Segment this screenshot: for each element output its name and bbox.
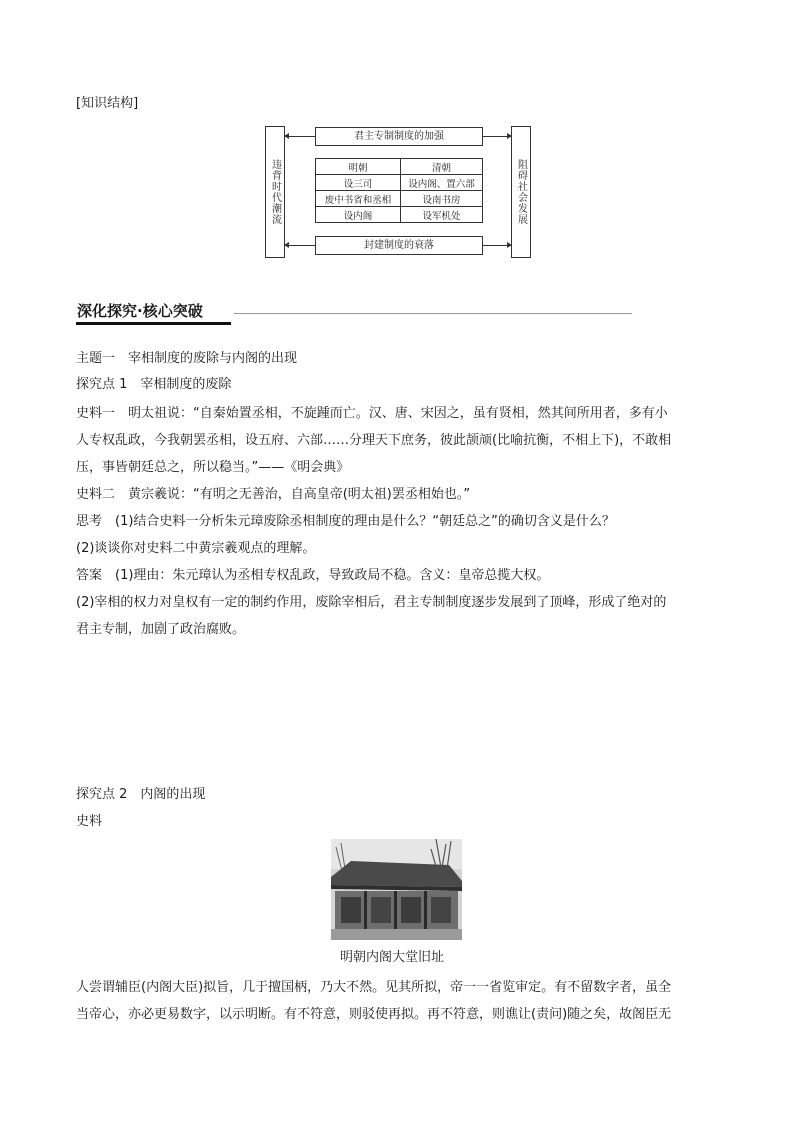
arrow-left-bottom <box>285 245 315 246</box>
header-qing: 清朝 <box>401 159 483 175</box>
table-cell: 废中书省和丞相 <box>316 191 401 207</box>
table-cell: 设南书房 <box>401 191 483 207</box>
section-divider <box>234 313 632 314</box>
right-side-text: 阻碍社会发展 <box>515 159 527 225</box>
top-box: 君主专制制度的加强 <box>315 127 483 146</box>
arrow-right-bottom <box>482 245 511 246</box>
table-row <box>316 175 483 191</box>
table-cell: 设军机处 <box>401 207 483 223</box>
source-body-line-2: 当帝心，亦必更易数字，以示明断。有不符意，则驳使再拟。再不符意，则谯让(责问)随之矣，故阁臣无 <box>76 1007 672 1022</box>
section-title-underline <box>76 322 231 325</box>
knowledge-structure-diagram <box>265 126 531 258</box>
table-cell: 设内阁、置六部 <box>401 175 483 191</box>
table-row <box>316 191 483 207</box>
old-hall-photo <box>331 839 462 940</box>
source-1-line-1: 史料一 明太祖说：“自秦始置丞相，不旋踵而亡。汉、唐、宋因之，虽有贤相，然其间所用者，多有小 <box>76 406 668 421</box>
answer-2-line-2: 君主专制，加剧了政治腐败。 <box>76 622 246 637</box>
answer-1: 答案 (1)理由：朱元璋认为丞相专权乱政，导致政局不稳。含义：皇帝总揽大权。 <box>76 568 550 583</box>
source-1-line-3: 压，事皆朝廷总之，所以稳当。”——《明会典》 <box>76 460 350 475</box>
photo-caption: 明朝内阁大堂旧址 <box>340 950 445 965</box>
bottom-box: 封建制度的衰落 <box>315 236 483 255</box>
section-title: 深化探究·核心突破 <box>77 302 203 320</box>
topic-heading: 主题一 宰相制度的废除与内阁的出现 <box>76 351 298 366</box>
answer-2-line-1: (2)宰相的权力对皇权有一定的制约作用，废除宰相后，君主专制制度逐步发展到了顶峰，形成了绝对的 <box>76 595 667 610</box>
arrow-left-top <box>285 136 315 137</box>
arrow-right-top <box>482 136 511 137</box>
right-side-box <box>511 126 531 258</box>
header-ming: 明朝 <box>316 159 401 175</box>
table-cell: 设内阁 <box>316 207 401 223</box>
dynasty-comparison-table <box>315 158 483 223</box>
table-row <box>316 207 483 223</box>
question-1: 思考 (1)结合史料一分析朱元璋废除丞相制度的理由是什么？“朝廷总之”的确切含义是什么？ <box>76 514 615 529</box>
source-1-line-2: 人专权乱政，今我朝罢丞相，设五府、六部……分理天下庶务，彼此颉颃(比喻抗衡，不相上下)，不敢相 <box>76 433 672 448</box>
old-hall-photo-drawing <box>331 839 462 940</box>
table-cell: 设三司 <box>316 175 401 191</box>
left-side-box <box>265 126 285 258</box>
inquiry-point-2: 探究点 2 内阁的出现 <box>76 787 206 802</box>
source-label: 史料 <box>76 814 103 829</box>
left-side-text: 违背时代潮流 <box>269 159 281 225</box>
inquiry-point-1: 探究点 1 宰相制度的废除 <box>76 377 232 392</box>
table-header-row <box>316 159 483 175</box>
source-body-line-1: 人尝谓辅臣(内阁大臣)拟旨，几于擅国柄，乃大不然。见其所拟，帝一一省览审定。有不留数字者，虽全 <box>76 980 672 995</box>
question-2: (2)谈谈你对史料二中黄宗羲观点的理解。 <box>76 541 316 556</box>
source-2: 史料二 黄宗羲说：“有明之无善治，自高皇帝(明太祖)罢丞相始也。” <box>76 487 471 502</box>
knowledge-structure-label: [知识结构] <box>76 96 139 111</box>
